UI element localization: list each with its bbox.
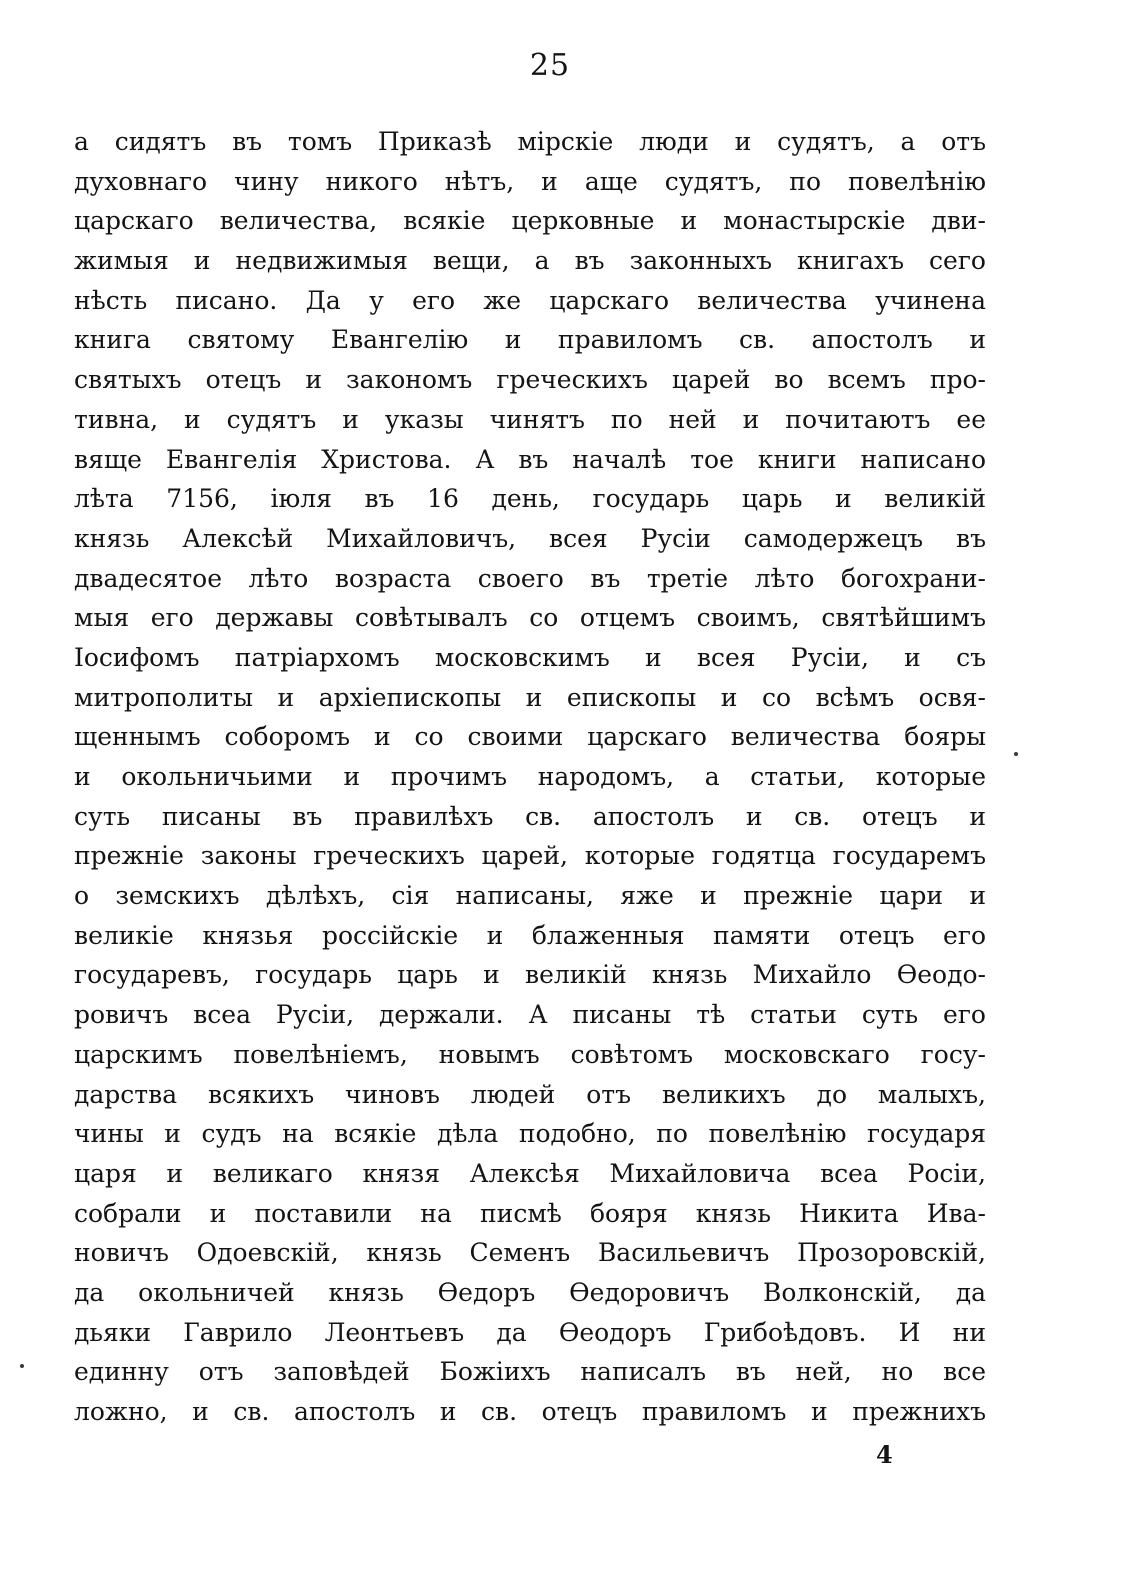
text-line: святыхъ отецъ и закономъ греческихъ царей во всемъ про-	[74, 365, 986, 395]
text-line: да окольничей князь Ѳедоръ Ѳедоровичъ Волконскій, да	[74, 1277, 986, 1307]
text-line: великіе князья россійскіе и блаженныя памяти отецъ его	[74, 920, 986, 950]
speck	[1014, 752, 1018, 756]
text-line: царя и великаго князя Алексѣя Михайловича всеа Росіи,	[74, 1158, 986, 1188]
text-line: новичъ Одоевскій, князь Семенъ Васильевичъ Прозоровскій,	[74, 1238, 986, 1268]
text-line: Іосифомъ патріархомъ московскимъ и всея Русіи, и съ	[74, 642, 986, 672]
signature-mark: 4	[876, 1440, 893, 1469]
text-line: суть писаны въ правилѣхъ св. апостолъ и св. отецъ и	[74, 801, 986, 831]
text-line: дьяки Гаврило Леонтьевъ да Ѳеодоръ Грибоѣдовъ. И ни	[74, 1317, 986, 1347]
text-line: государевъ, государь царь и великій князь Михайло Ѳеодо-	[74, 960, 986, 990]
text-line: царскимъ повелѣніемъ, новымъ совѣтомъ московскаго госу-	[74, 1039, 986, 1069]
text-line: духовнаго чину никого нѣтъ, и аще судятъ, по повелѣнію	[74, 166, 986, 196]
text-line: князь Алексѣй Михайловичъ, всея Русіи самодержецъ въ	[74, 523, 986, 553]
text-line: двадесятое лѣто возраста своего въ третіе лѣто богохрани-	[74, 563, 986, 593]
text-line: митрополиты и архіепископы и епископы и со всѣмъ освя-	[74, 682, 986, 712]
text-line: дарства всякихъ чиновъ людей отъ великихъ до малыхъ,	[74, 1079, 986, 1109]
text-line: ровичъ всеа Русіи, держали. А писаны тѣ статьи суть его	[74, 1000, 986, 1030]
text-line: прежніе законы греческихъ царей, которые годятца государемъ	[74, 841, 986, 871]
text-line: и окольничьими и прочимъ народомъ, а статьи, которые	[74, 762, 986, 791]
text-line: чины и судъ на всякіе дѣла подобно, по повелѣнію государя	[74, 1119, 986, 1149]
text-line: мыя его державы совѣтывалъ со отцемъ своимъ, святѣйшимъ	[74, 603, 986, 633]
text-line: щеннымъ соборомъ и со своими царскаго величества бояры	[74, 722, 986, 752]
text-line: о земскихъ дѣлѣхъ, сія написаны, яже и прежніе цари и	[74, 881, 986, 911]
text-line: единну отъ заповѣдей Божіихъ написалъ въ ней, но все	[74, 1357, 986, 1387]
text-line: жимыя и недвижимыя вещи, а въ законныхъ книгахъ сего	[74, 246, 986, 276]
text-line: царскаго величества, всякіе церковные и монастырскіе дви-	[74, 206, 986, 236]
body-text	[74, 122, 986, 1432]
text-line: ложно, и св. апостолъ и св. отецъ правиломъ и прежнихъ	[74, 1397, 986, 1426]
text-line: а сидятъ въ томъ Приказѣ мірскіе люди и судятъ, а отъ	[74, 127, 986, 156]
text-line: собрали и поставили на писмѣ бояря князь Никита Ива-	[74, 1198, 986, 1228]
text-line: нѣсть писано. Да у его же царскаго величества учинена	[74, 285, 986, 315]
speck	[20, 1364, 24, 1368]
text-line: тивна, и судятъ и указы чинятъ по ней и почитаютъ ее	[74, 404, 986, 434]
text-line: лѣта 7156, іюля въ 16 день, государь царь и великій	[74, 484, 986, 514]
text-line: вяще Евангелія Христова. А въ началѣ тое книги написано	[74, 444, 986, 474]
page-number: 25	[529, 48, 571, 83]
text-line: книга святому Евангелію и правиломъ св. апостолъ и	[74, 325, 986, 355]
